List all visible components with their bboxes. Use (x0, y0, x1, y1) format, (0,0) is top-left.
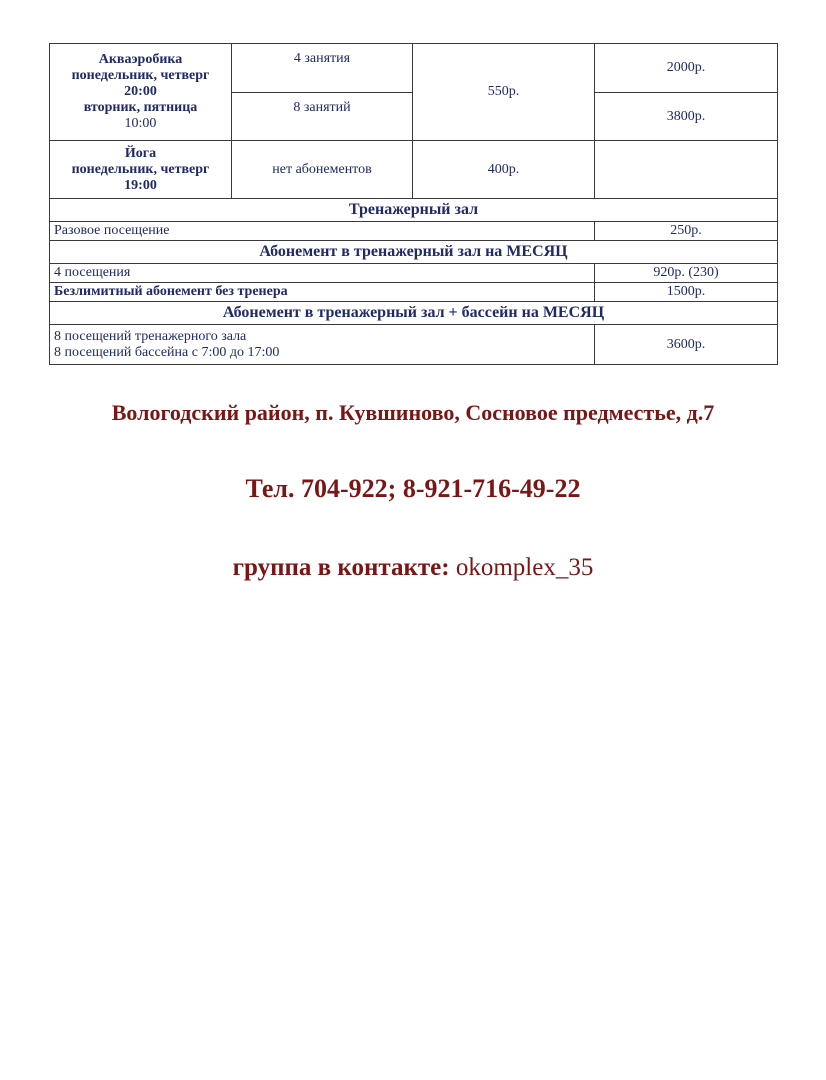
gym-single-price: 250р. (595, 222, 778, 241)
yoga-title: Йога (124, 145, 157, 161)
gym-heading: Тренажерный зал (50, 199, 778, 222)
yoga-schedule-cell (50, 141, 232, 199)
aqua-price-1: 2000р. (595, 44, 778, 93)
gym-pool-line-1: 8 посещений тренажерного зала (54, 328, 247, 344)
gym-month-row1-label: 4 посещения (50, 264, 595, 283)
gym-month-row1-price: 920р. (230) (595, 264, 778, 283)
vk-group-label: группа в контакте: (232, 554, 450, 581)
aqua-days-2: вторник, пятница (83, 100, 198, 115)
gym-month-heading: Абонемент в тренажерный зал на МЕСЯЦ (50, 241, 778, 264)
phone-text: Тел. 704-922; 8-921-716-49-22 (245, 474, 581, 503)
gym-single-label: Разовое посещение (50, 222, 595, 241)
aqua-time-1: 20:00 (124, 84, 157, 99)
aqua-schedule-cell (50, 44, 232, 141)
gym-pool-price: 3600р. (595, 325, 778, 365)
gym-month-row2-label: Безлимитный абонемент без тренера (50, 283, 595, 302)
aqua-time-2: 10:00 (124, 116, 157, 131)
aqua-title: Акваэробика (98, 52, 183, 67)
aqua-price-2: 3800р. (595, 93, 778, 141)
yoga-days: понедельник, четверг (71, 161, 210, 177)
address-text: Вологодский район, п. Кувшиново, Сосновое предместье, д.7 (111, 400, 715, 425)
yoga-empty-cell (595, 141, 778, 199)
vk-group-handle[interactable]: okomplex_35 (455, 554, 594, 581)
aqua-days-1: понедельник, четверг (71, 68, 210, 83)
gym-month-row2-price: 1500р. (595, 283, 778, 302)
aqua-single-price: 550р. (413, 44, 595, 141)
price-table (49, 43, 778, 365)
yoga-single-price: 400р. (413, 141, 595, 199)
aqua-option-1: 4 занятия (232, 44, 413, 93)
gym-pool-line-2: 8 посещений бассейна с 7:00 до 17:00 (54, 344, 280, 360)
yoga-time: 19:00 (124, 177, 157, 193)
gym-pool-heading: Абонемент в тренажерный зал + бассейн на МЕСЯЦ (50, 302, 778, 325)
gym-pool-details (50, 325, 595, 365)
yoga-option: нет абонементов (232, 141, 413, 199)
aqua-option-2: 8 занятий (232, 93, 413, 141)
vk-group-line (0, 552, 826, 584)
